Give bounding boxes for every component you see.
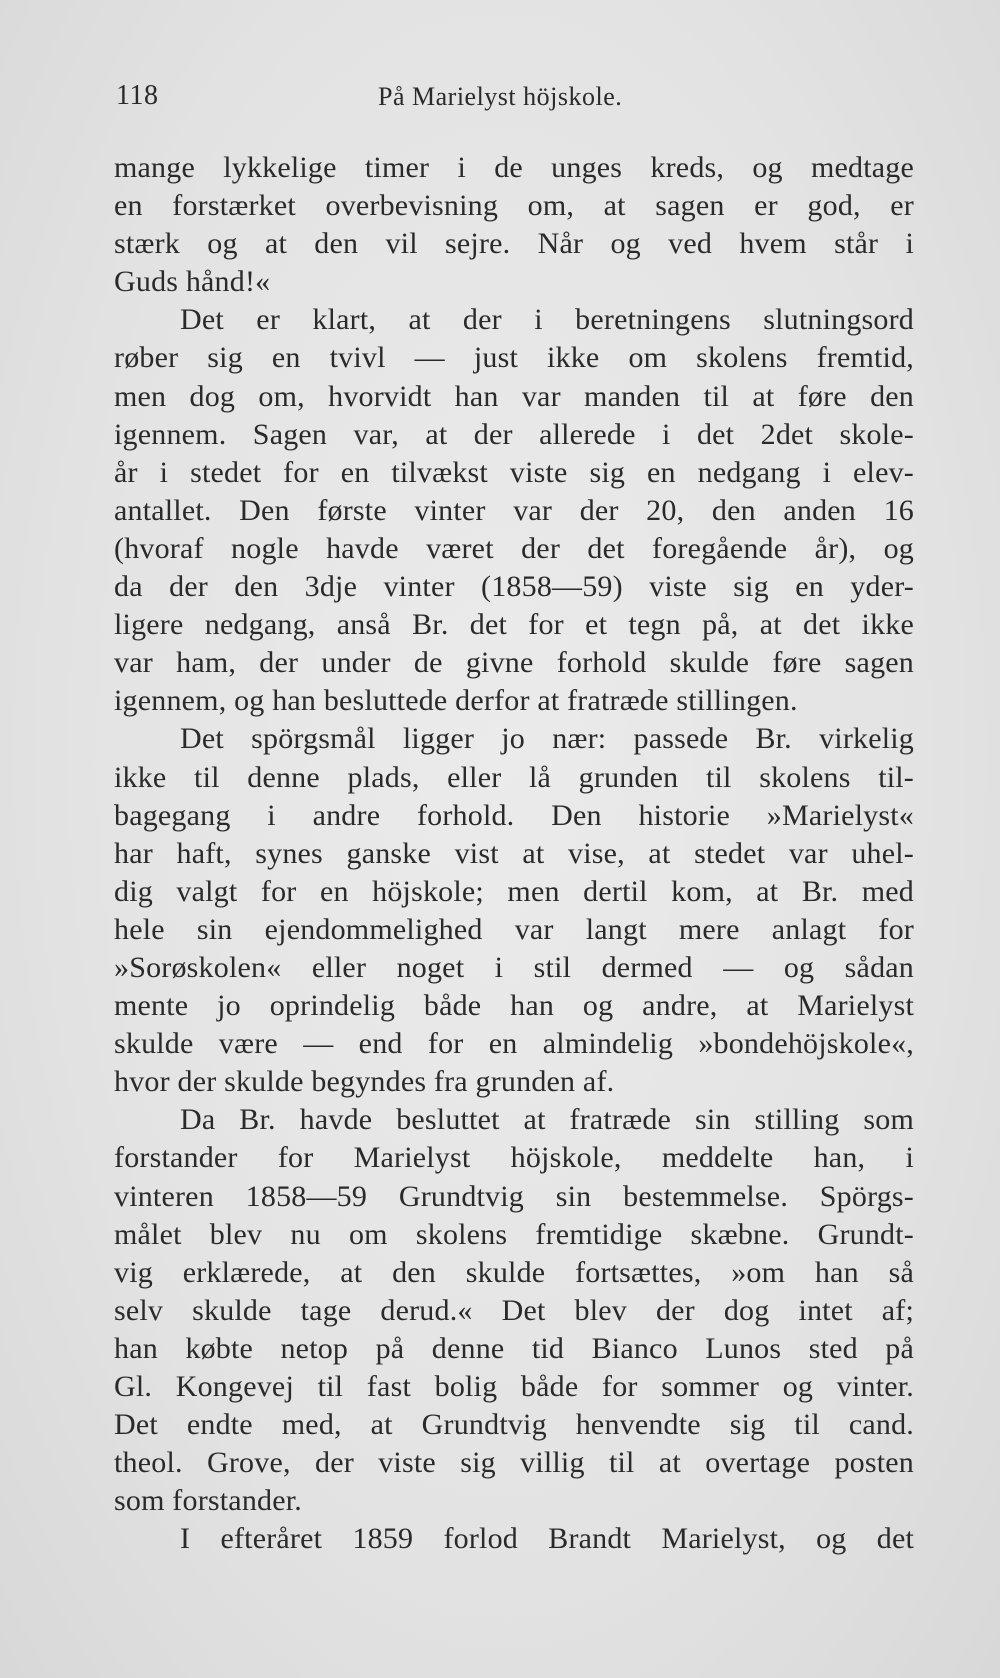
text-line: forstander for Marielyst höjskole, meddelte han, i [114,1141,914,1175]
text-line: bagegang i andre forhold. Den historie »Marielyst« [114,798,914,832]
text-line: Det endte med, at Grundtvig henvendte sig til cand. [114,1408,914,1442]
text-line: han købte netop på denne tid Bianco Lunos sted på [114,1331,914,1365]
text-line: år i stedet for en tilvækst viste sig en nedgang i elev- [114,455,914,489]
text-line: Da Br. havde besluttet at fratræde sin stilling som [180,1103,914,1137]
text-line: men dog om, hvorvidt han var manden til at føre den [114,379,914,413]
text-line: vig erklærede, at den skulde fortsættes, »om han så [114,1255,914,1289]
text-line: antallet. Den første vinter var der 20, den anden 16 [114,493,914,527]
text-line: dig valgt for en höjskole; men dertil kom, at Br. med [114,874,914,908]
text-line: (hvoraf nogle havde været der det foregående år), og [114,531,914,565]
running-title: På Marielyst höjskole. [378,82,623,111]
text-line: var ham, der under de givne forhold skulde føre sagen [114,646,914,680]
text-line: hvor der skulde begyndes fra grunden af. [114,1065,615,1099]
text-line: igennem, og han besluttede derfor at fratræde stillingen. [114,684,798,718]
text-line: ligere nedgang, anså Br. det for et tegn på, at det ikke [114,608,914,642]
text-line: som forstander. [114,1484,302,1518]
text-line: Gl. Kongevej til fast bolig både for sommer og vinter. [114,1370,914,1403]
text-line: Det er klart, at der i beretningens slutningsord [180,303,914,337]
page-number: 118 [116,80,159,111]
text-line: ikke til denne plads, eller lå grunden til skolens til- [114,760,914,794]
text-line: mange lykkelige timer i de unges kreds, og medtage [114,151,914,184]
text-line: skulde være — end for en almindelig »bondehöjskole«, [114,1027,914,1061]
text-line: selv skulde tage derud.« Det blev der dog intet af; [114,1293,914,1327]
text-line: hele sin ejendommelighed var langt mere anlagt for [114,912,914,946]
page-header [116,80,914,120]
text-line: en forstærket overbevisning om, at sagen er god, er [114,189,914,223]
body-text [114,149,914,1558]
text-line: målet blev nu om skolens fremtidige skæbne. Grundt- [114,1217,914,1251]
text-line: stærk og at den vil sejre. Når og ved hvem står i [114,227,914,261]
text-line: mente jo oprindelig både han og andre, at Marielyst [114,989,914,1023]
text-line: theol. Grove, der viste sig villig til at overtage posten [114,1446,914,1480]
text-line: »Sorøskolen« eller noget i stil dermed — og sådan [114,950,914,984]
text-line: da der den 3dje vinter (1858—59) viste sig en yder- [114,570,914,604]
text-line: igennem. Sagen var, at der allerede i det 2det skole- [114,417,914,451]
text-line: har haft, synes ganske vist at vise, at stedet var uhel- [114,836,914,870]
text-line: røber sig en tvivl — just ikke om skolens fremtid, [114,341,914,375]
text-line: vinteren 1858—59 Grundtvig sin bestemmelse. Spörgs- [114,1179,914,1213]
text-line: Det spörgsmål ligger jo nær: passede Br. virkelig [180,722,914,756]
text-line: Guds hånd!« [114,265,271,299]
text-line: I efteråret 1859 forlod Brandt Marielyst, og det [180,1522,914,1556]
